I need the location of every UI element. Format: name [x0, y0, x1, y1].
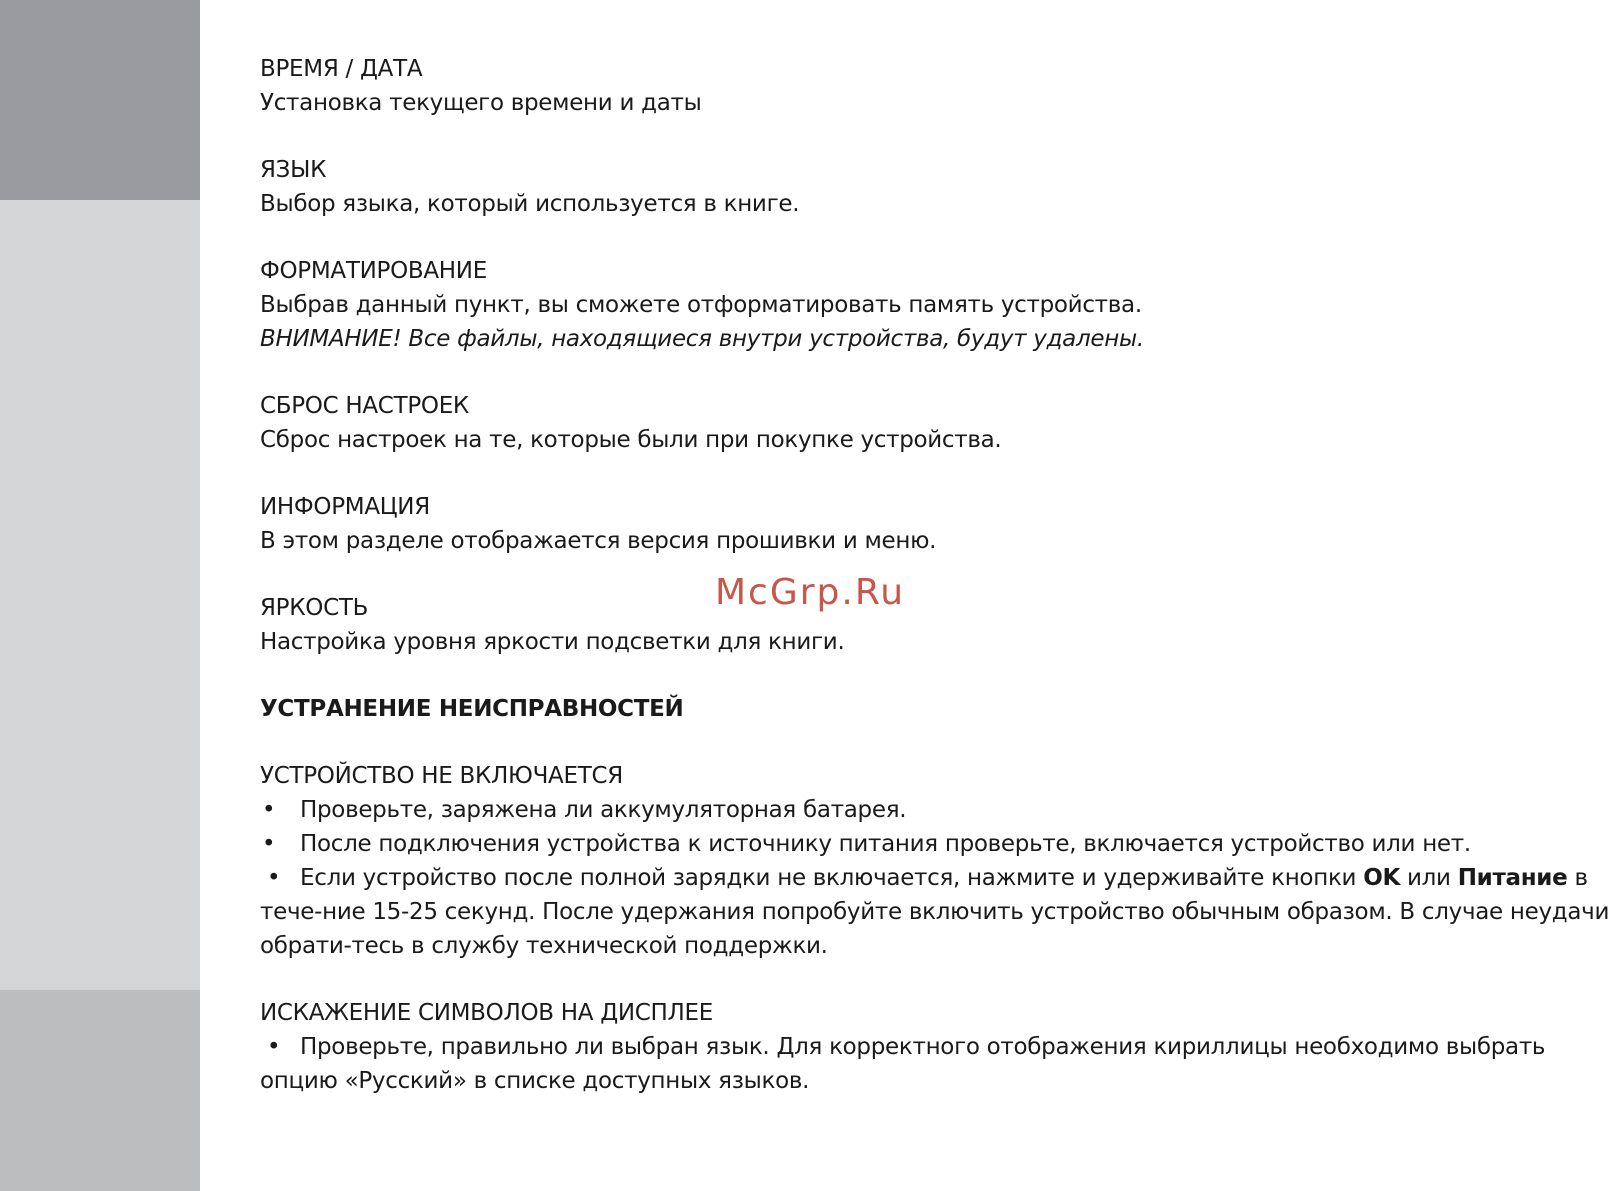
list-item-text: в тече-ние 15-25 секунд. После удержания попробуйте включить устройство обычным образом. В случае неудачи обрати-тесь в службу технической поддержки. [260, 865, 1610, 959]
section-text: В этом разделе отображается версия прошивки и меню. [260, 528, 937, 554]
section-heading: ИНФОРМАЦИЯ [260, 494, 430, 520]
list-item-text: После подключения устройства к источнику питания проверьте, включается устройство или нет. [300, 831, 1471, 857]
troubleshooting-title: УСТРАНЕНИЕ НЕИСПРАВНОСТЕЙ [260, 696, 684, 722]
list-item-text: или [1399, 865, 1458, 891]
section-time-date [260, 52, 1615, 120]
sidebar-decoration [0, 0, 200, 1191]
warning-text: ВНИМАНИЕ! Все файлы, находящиеся внутри устройства, будут удалены. [260, 326, 1144, 352]
list-item [260, 793, 1615, 827]
list-item-text: Проверьте, правильно ли выбран язык. Для корректного отображения кириллицы необходимо выбрать опцию «Русский» в списке доступных языков. [260, 1034, 1546, 1094]
ok-button-label: OK [1363, 865, 1400, 891]
section-heading: ИСКАЖЕНИЕ СИМВОЛОВ НА ДИСПЛЕЕ [260, 1000, 713, 1026]
section-language [260, 153, 1615, 221]
section-text: Установка текущего времени и даты [260, 90, 702, 116]
list-item [260, 827, 1615, 861]
section-heading: ВРЕМЯ / ДАТА [260, 56, 423, 82]
section-formatting [260, 254, 1615, 356]
section-garbled-display [260, 996, 1615, 1098]
bullet-icon: • [262, 831, 276, 857]
section-text: Выбор языка, который используется в книге. [260, 191, 800, 217]
section-heading: ЯРКОСТЬ [260, 595, 369, 621]
section-heading: СБРОС НАСТРОЕК [260, 393, 469, 419]
list-item [260, 861, 1615, 963]
bullet-icon: • [260, 1034, 281, 1060]
sidebar-band-bottom [0, 990, 200, 1191]
section-heading: ЯЗЫК [260, 157, 327, 183]
bullet-icon: • [262, 797, 276, 823]
sidebar-band-top [0, 0, 200, 200]
document-body [260, 52, 1615, 1131]
bullet-icon: • [260, 865, 281, 891]
section-text: Сброс настроек на те, которые были при покупке устройства. [260, 427, 1002, 453]
section-text: Выбрав данный пункт, вы сможете отформатировать память устройства. [260, 292, 1142, 318]
section-information [260, 490, 1615, 558]
section-heading: ФОРМАТИРОВАНИЕ [260, 258, 487, 284]
section-reset [260, 389, 1615, 457]
list-item [260, 1030, 1615, 1098]
list-item-text: Если устройство после полной зарядки не включается, нажмите и удерживайте кнопки [300, 865, 1364, 891]
section-no-power [260, 759, 1615, 963]
sidebar-band-middle [0, 200, 200, 990]
section-heading: УСТРОЙСТВО НЕ ВКЛЮЧАЕТСЯ [260, 763, 623, 789]
section-text: Настройка уровня яркости подсветки для книги. [260, 629, 845, 655]
section-brightness [260, 591, 1615, 659]
list-item-text: Проверьте, заряжена ли аккумуляторная батарея. [300, 797, 907, 823]
power-button-label: Питание [1457, 865, 1568, 891]
watermark: McGrp.Ru [715, 572, 906, 613]
